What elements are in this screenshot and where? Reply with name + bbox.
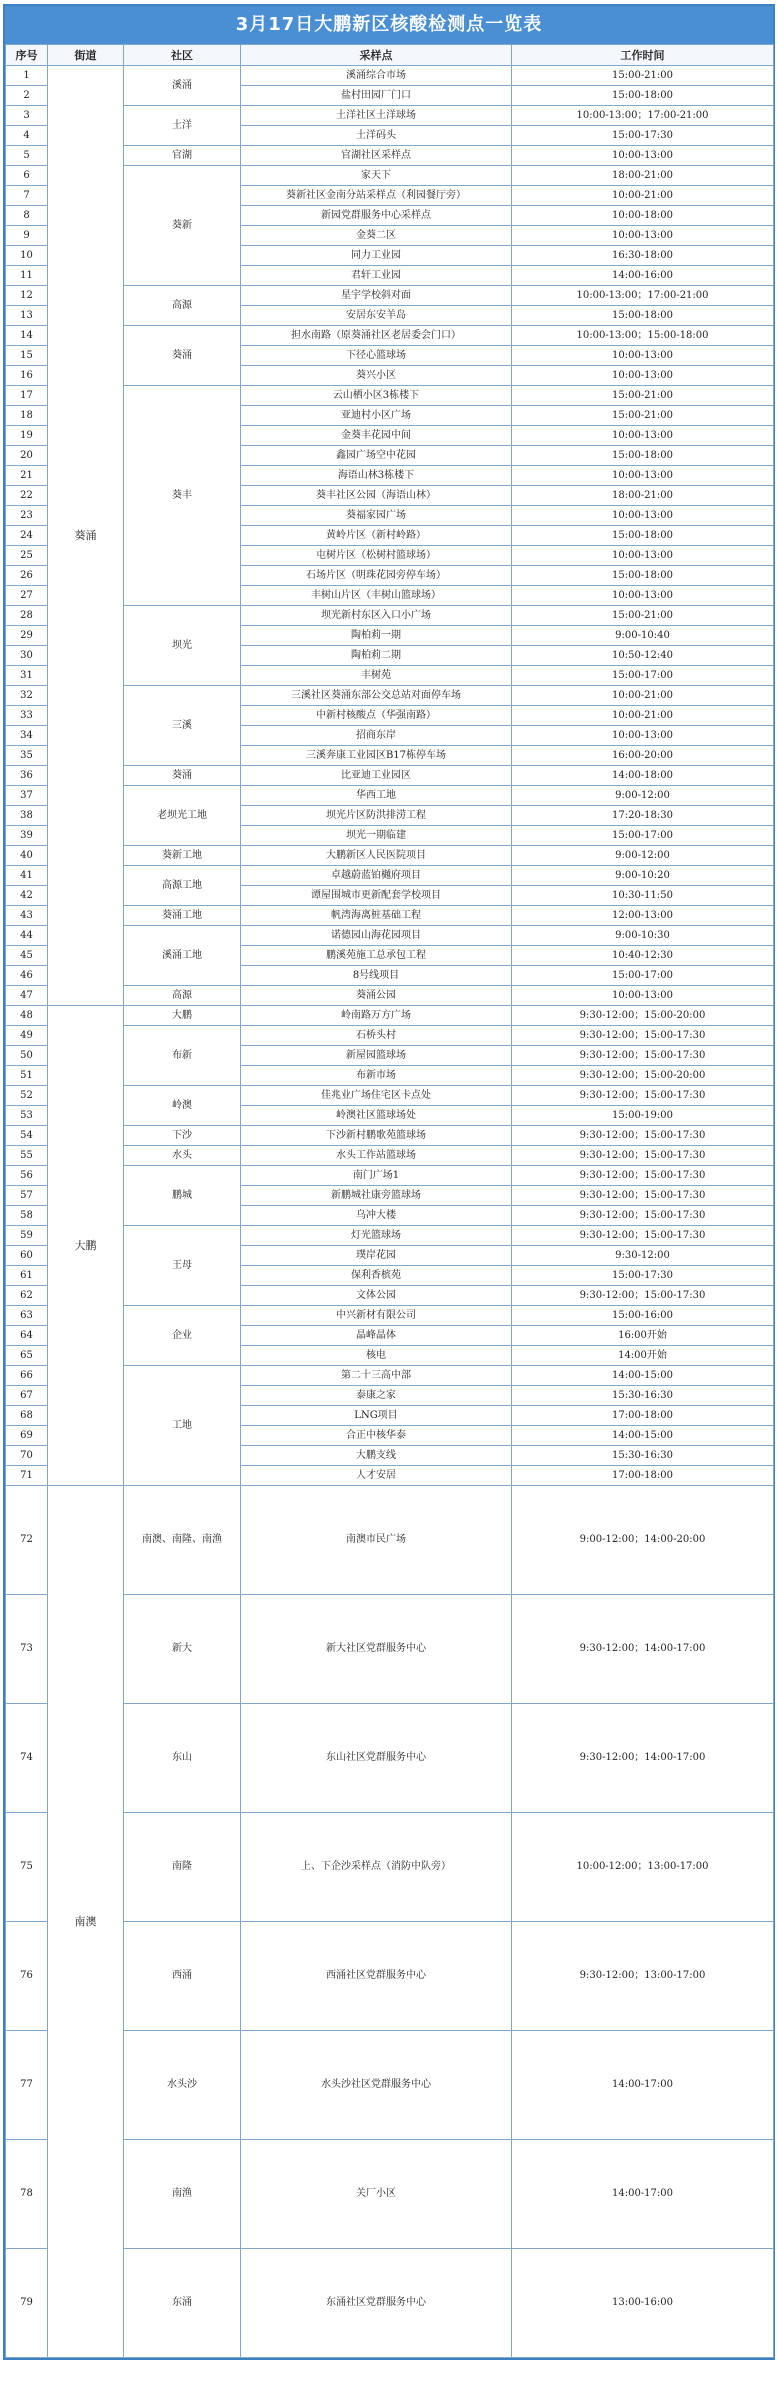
sampling-point: 土洋社区土洋球场 xyxy=(241,106,512,126)
working-hours: 10:00-21:00 xyxy=(512,706,774,726)
working-hours: 10:00-18:00 xyxy=(512,206,774,226)
row-number: 6 xyxy=(6,166,48,186)
row-number: 26 xyxy=(6,566,48,586)
row-number: 13 xyxy=(6,306,48,326)
row-number: 29 xyxy=(6,626,48,646)
community-cell: 坝光 xyxy=(124,606,241,686)
sampling-point: 帆湾海离桩基础工程 xyxy=(241,906,512,926)
row-number: 47 xyxy=(6,986,48,1006)
sampling-point: 水头工作站篮球场 xyxy=(241,1146,512,1166)
working-hours: 14:00-15:00 xyxy=(512,1366,774,1386)
working-hours: 9:30-12:00；14:00-17:00 xyxy=(512,1704,774,1813)
row-number: 60 xyxy=(6,1246,48,1266)
sampling-point: 金葵二区 xyxy=(241,226,512,246)
sampling-point: 文体公园 xyxy=(241,1286,512,1306)
header-row xyxy=(6,45,774,66)
row-number: 20 xyxy=(6,446,48,466)
row-number: 43 xyxy=(6,906,48,926)
working-hours: 18:00-21:00 xyxy=(512,166,774,186)
street-cell: 葵涌 xyxy=(48,66,124,1006)
header-community: 社区 xyxy=(124,45,241,66)
sampling-point: 南澳市民广场 xyxy=(241,1486,512,1595)
row-number: 51 xyxy=(6,1066,48,1086)
community-cell: 溪涌工地 xyxy=(124,926,241,986)
working-hours: 9:30-12:00；15:00-17:30 xyxy=(512,1086,774,1106)
working-hours: 14:00-18:00 xyxy=(512,766,774,786)
working-hours: 16:30-18:00 xyxy=(512,246,774,266)
working-hours: 10:00-13:00；17:00-21:00 xyxy=(512,286,774,306)
community-cell: 工地 xyxy=(124,1366,241,1486)
row-number: 67 xyxy=(6,1386,48,1406)
sampling-point: 核电 xyxy=(241,1346,512,1366)
row-number: 7 xyxy=(6,186,48,206)
sampling-point: 担水南路（原葵涌社区老居委会门口） xyxy=(241,326,512,346)
sampling-point: 西涌社区党群服务中心 xyxy=(241,1922,512,2031)
sampling-point: 陶柏莉一期 xyxy=(241,626,512,646)
community-cell: 葵新工地 xyxy=(124,846,241,866)
community-cell: 西涌 xyxy=(124,1922,241,2031)
sampling-point: 下径心篮球场 xyxy=(241,346,512,366)
sampling-point: 关厂小区 xyxy=(241,2140,512,2249)
working-hours: 9:30-12:00；15:00-17:30 xyxy=(512,1206,774,1226)
working-hours: 17:00-18:00 xyxy=(512,1466,774,1486)
row-number: 38 xyxy=(6,806,48,826)
working-hours: 15:00-18:00 xyxy=(512,446,774,466)
row-number: 56 xyxy=(6,1166,48,1186)
row-number: 9 xyxy=(6,226,48,246)
row-number: 61 xyxy=(6,1266,48,1286)
row-number: 2 xyxy=(6,86,48,106)
working-hours: 15:00-17:00 xyxy=(512,666,774,686)
row-number: 44 xyxy=(6,926,48,946)
sampling-point: 水头沙社区党群服务中心 xyxy=(241,2031,512,2140)
sampling-point: 中新村核酸点（华强南路） xyxy=(241,706,512,726)
working-hours: 15:00-19:00 xyxy=(512,1106,774,1126)
sampling-point: 灯光篮球场 xyxy=(241,1226,512,1246)
sampling-point: 诺德园山海花园项目 xyxy=(241,926,512,946)
header-number: 序号 xyxy=(6,45,48,66)
row-number: 8 xyxy=(6,206,48,226)
working-hours: 10:00-13:00 xyxy=(512,346,774,366)
working-hours: 10:00-13:00 xyxy=(512,426,774,446)
row-number: 34 xyxy=(6,726,48,746)
working-hours: 10:00-12:00；13:00-17:00 xyxy=(512,1813,774,1922)
working-hours: 14:00-16:00 xyxy=(512,266,774,286)
row-number: 23 xyxy=(6,506,48,526)
sampling-point: 土洋码头 xyxy=(241,126,512,146)
working-hours: 15:00-18:00 xyxy=(512,566,774,586)
row-number: 76 xyxy=(6,1922,48,2031)
row-number: 71 xyxy=(6,1466,48,1486)
working-hours: 10:00-13:00 xyxy=(512,546,774,566)
community-cell: 葵涌工地 xyxy=(124,906,241,926)
working-hours: 9:30-12:00；15:00-17:30 xyxy=(512,1046,774,1066)
community-cell: 葵涌 xyxy=(124,326,241,386)
sampling-point: 岭南路万方广场 xyxy=(241,1006,512,1026)
community-cell: 南隆 xyxy=(124,1813,241,1922)
sampling-point: 南门广场1 xyxy=(241,1166,512,1186)
community-cell: 水头沙 xyxy=(124,2031,241,2140)
sampling-point: 海语山林3栋楼下 xyxy=(241,466,512,486)
row-number: 27 xyxy=(6,586,48,606)
row-number: 42 xyxy=(6,886,48,906)
working-hours: 15:30-16:30 xyxy=(512,1386,774,1406)
community-cell: 官湖 xyxy=(124,146,241,166)
working-hours: 9:00-10:40 xyxy=(512,626,774,646)
working-hours: 9:30-12:00；15:00-20:00 xyxy=(512,1066,774,1086)
working-hours: 15:00-16:00 xyxy=(512,1306,774,1326)
working-hours: 17:20-18:30 xyxy=(512,806,774,826)
working-hours: 9:30-12:00；15:00-17:30 xyxy=(512,1186,774,1206)
sampling-point: 石桥头村 xyxy=(241,1026,512,1046)
row-number: 19 xyxy=(6,426,48,446)
sampling-point: 新鹏城社康旁篮球场 xyxy=(241,1186,512,1206)
community-cell: 老坝光工地 xyxy=(124,786,241,846)
row-number: 53 xyxy=(6,1106,48,1126)
row-number: 59 xyxy=(6,1226,48,1246)
sampling-point: 葵兴小区 xyxy=(241,366,512,386)
working-hours: 10:00-13:00 xyxy=(512,366,774,386)
row-number: 63 xyxy=(6,1306,48,1326)
working-hours: 10:00-21:00 xyxy=(512,186,774,206)
sampling-point: 中兴新材有限公司 xyxy=(241,1306,512,1326)
sampling-point: 佳兆业广场住宅区卡点处 xyxy=(241,1086,512,1106)
working-hours: 13:00-16:00 xyxy=(512,2249,774,2358)
row-number: 57 xyxy=(6,1186,48,1206)
sampling-point: 布新市场 xyxy=(241,1066,512,1086)
working-hours: 15:00-17:00 xyxy=(512,966,774,986)
sampling-point: 璞岸花园 xyxy=(241,1246,512,1266)
sampling-point: 晶峰晶体 xyxy=(241,1326,512,1346)
working-hours: 14:00-15:00 xyxy=(512,1426,774,1446)
sampling-point: 东涌社区党群服务中心 xyxy=(241,2249,512,2358)
row-number: 5 xyxy=(6,146,48,166)
sampling-point: 卓越蔚蓝铂樾府项目 xyxy=(241,866,512,886)
row-number: 66 xyxy=(6,1366,48,1386)
working-hours: 9:30-12:00；15:00-17:30 xyxy=(512,1146,774,1166)
sampling-point: 石场片区（明珠花园旁停车场） xyxy=(241,566,512,586)
row-number: 52 xyxy=(6,1086,48,1106)
working-hours: 10:00-13:00 xyxy=(512,226,774,246)
sampling-point: 人才安居 xyxy=(241,1466,512,1486)
sampling-point: 上、下企沙采样点（消防中队旁） xyxy=(241,1813,512,1922)
working-hours: 9:00-12:00 xyxy=(512,846,774,866)
row-number: 46 xyxy=(6,966,48,986)
sampling-point: 新大社区党群服务中心 xyxy=(241,1595,512,1704)
sampling-point: 黄岭片区（新村岭路） xyxy=(241,526,512,546)
row-number: 1 xyxy=(6,66,48,86)
sampling-point: 屯树片区（松树村篮球场） xyxy=(241,546,512,566)
row-number: 79 xyxy=(6,2249,48,2358)
sampling-point: 葵福家园广场 xyxy=(241,506,512,526)
street-cell: 南澳 xyxy=(48,1486,124,2358)
row-number: 12 xyxy=(6,286,48,306)
row-number: 33 xyxy=(6,706,48,726)
working-hours: 10:00-13:00 xyxy=(512,726,774,746)
row-number: 17 xyxy=(6,386,48,406)
sampling-point: 鑫园广场空中花园 xyxy=(241,446,512,466)
sampling-point: 新屋园篮球场 xyxy=(241,1046,512,1066)
working-hours: 15:00-21:00 xyxy=(512,406,774,426)
working-hours: 9:30-12:00；15:00-17:30 xyxy=(512,1126,774,1146)
row-number: 45 xyxy=(6,946,48,966)
sampling-point: 坝光新村东区入口小广场 xyxy=(241,606,512,626)
sampling-point: 盐村田园厂门口 xyxy=(241,86,512,106)
community-cell: 东涌 xyxy=(124,2249,241,2358)
working-hours: 10:00-13:00 xyxy=(512,586,774,606)
sampling-point: 坝光片区防洪排涝工程 xyxy=(241,806,512,826)
row-number: 72 xyxy=(6,1486,48,1595)
working-hours: 15:00-17:30 xyxy=(512,1266,774,1286)
testing-sites-table xyxy=(5,44,774,2358)
working-hours: 10:40-12:30 xyxy=(512,946,774,966)
sampling-point: 云山栖小区3栋楼下 xyxy=(241,386,512,406)
working-hours: 16:00开始 xyxy=(512,1326,774,1346)
working-hours: 10:00-13:00 xyxy=(512,146,774,166)
sampling-point: 葵丰社区公园（海语山林） xyxy=(241,486,512,506)
sampling-point: 华西工地 xyxy=(241,786,512,806)
working-hours: 9:30-12:00；15:00-17:30 xyxy=(512,1226,774,1246)
row-number: 3 xyxy=(6,106,48,126)
community-cell: 土洋 xyxy=(124,106,241,146)
header-street: 街道 xyxy=(48,45,124,66)
working-hours: 14:00-17:00 xyxy=(512,2140,774,2249)
row-number: 73 xyxy=(6,1595,48,1704)
working-hours: 9:30-12:00；15:00-17:30 xyxy=(512,1026,774,1046)
row-number: 64 xyxy=(6,1326,48,1346)
table-row xyxy=(6,1006,774,1026)
table-row xyxy=(6,1486,774,1595)
row-number: 78 xyxy=(6,2140,48,2249)
community-cell: 企业 xyxy=(124,1306,241,1366)
working-hours: 9:00-12:00 xyxy=(512,786,774,806)
sampling-point: 新园党群服务中心采样点 xyxy=(241,206,512,226)
community-cell: 新大 xyxy=(124,1595,241,1704)
row-number: 22 xyxy=(6,486,48,506)
working-hours: 15:00-21:00 xyxy=(512,66,774,86)
community-cell: 水头 xyxy=(124,1146,241,1166)
community-cell: 葵丰 xyxy=(124,386,241,606)
row-number: 36 xyxy=(6,766,48,786)
sampling-point: 星宇学校斜对面 xyxy=(241,286,512,306)
working-hours: 16:00-20:00 xyxy=(512,746,774,766)
community-cell: 布新 xyxy=(124,1026,241,1086)
working-hours: 9:00-12:00；14:00-20:00 xyxy=(512,1486,774,1595)
street-cell: 大鹏 xyxy=(48,1006,124,1486)
table-body xyxy=(6,66,774,2358)
row-number: 4 xyxy=(6,126,48,146)
working-hours: 15:00-21:00 xyxy=(512,606,774,626)
row-number: 11 xyxy=(6,266,48,286)
document-frame xyxy=(3,4,775,2360)
sampling-point: 丰树山片区（丰树山篮球场） xyxy=(241,586,512,606)
community-cell: 高源工地 xyxy=(124,866,241,906)
working-hours: 10:30-11:50 xyxy=(512,886,774,906)
sampling-point: 招商东岸 xyxy=(241,726,512,746)
sampling-point: 君轩工业园 xyxy=(241,266,512,286)
row-number: 15 xyxy=(6,346,48,366)
community-cell: 东山 xyxy=(124,1704,241,1813)
row-number: 21 xyxy=(6,466,48,486)
sampling-point: 官湖社区采样点 xyxy=(241,146,512,166)
sampling-point: 东山社区党群服务中心 xyxy=(241,1704,512,1813)
row-number: 32 xyxy=(6,686,48,706)
working-hours: 10:00-21:00 xyxy=(512,686,774,706)
working-hours: 9:00-10:20 xyxy=(512,866,774,886)
sampling-point: LNG项目 xyxy=(241,1406,512,1426)
sampling-point: 安居东安羊岛 xyxy=(241,306,512,326)
row-number: 55 xyxy=(6,1146,48,1166)
sampling-point: 家天下 xyxy=(241,166,512,186)
row-number: 75 xyxy=(6,1813,48,1922)
row-number: 58 xyxy=(6,1206,48,1226)
sampling-point: 第二十三高中部 xyxy=(241,1366,512,1386)
sampling-point: 比亚迪工业园区 xyxy=(241,766,512,786)
sampling-point: 合正中核华泰 xyxy=(241,1426,512,1446)
row-number: 16 xyxy=(6,366,48,386)
sampling-point: 大鹏新区人民医院项目 xyxy=(241,846,512,866)
row-number: 10 xyxy=(6,246,48,266)
working-hours: 9:30-12:00；15:00-17:30 xyxy=(512,1286,774,1306)
working-hours: 9:30-12:00；14:00-17:00 xyxy=(512,1595,774,1704)
working-hours: 15:00-17:30 xyxy=(512,126,774,146)
row-number: 30 xyxy=(6,646,48,666)
row-number: 25 xyxy=(6,546,48,566)
community-cell: 南澳、南隆、南渔 xyxy=(124,1486,241,1595)
working-hours: 18:00-21:00 xyxy=(512,486,774,506)
table-header xyxy=(6,45,774,66)
working-hours: 10:00-13:00；15:00-18:00 xyxy=(512,326,774,346)
community-cell: 王母 xyxy=(124,1226,241,1306)
working-hours: 14:00-17:00 xyxy=(512,2031,774,2140)
row-number: 41 xyxy=(6,866,48,886)
working-hours: 10:00-13:00 xyxy=(512,986,774,1006)
community-cell: 葵新 xyxy=(124,166,241,286)
row-number: 28 xyxy=(6,606,48,626)
sampling-point: 鹏溪苑施工总承包工程 xyxy=(241,946,512,966)
working-hours: 9:30-12:00；13:00-17:00 xyxy=(512,1922,774,2031)
sampling-point: 下沙新村鹏歌苑篮球场 xyxy=(241,1126,512,1146)
row-number: 24 xyxy=(6,526,48,546)
sampling-point: 大鹏支线 xyxy=(241,1446,512,1466)
row-number: 54 xyxy=(6,1126,48,1146)
working-hours: 15:00-21:00 xyxy=(512,386,774,406)
row-number: 62 xyxy=(6,1286,48,1306)
sampling-point: 谭屋围城市更新配套学校项目 xyxy=(241,886,512,906)
sampling-point: 溪涌综合市场 xyxy=(241,66,512,86)
header-sampling-point: 采样点 xyxy=(241,45,512,66)
row-number: 18 xyxy=(6,406,48,426)
community-cell: 下沙 xyxy=(124,1126,241,1146)
working-hours: 15:00-18:00 xyxy=(512,86,774,106)
row-number: 40 xyxy=(6,846,48,866)
sampling-point: 亚迪村小区广场 xyxy=(241,406,512,426)
row-number: 14 xyxy=(6,326,48,346)
working-hours: 10:00-13:00；17:00-21:00 xyxy=(512,106,774,126)
sampling-point: 岭澳社区篮球场处 xyxy=(241,1106,512,1126)
table-row xyxy=(6,66,774,86)
working-hours: 14:00开始 xyxy=(512,1346,774,1366)
working-hours: 9:30-12:00 xyxy=(512,1246,774,1266)
community-cell: 溪涌 xyxy=(124,66,241,106)
working-hours: 15:30-16:30 xyxy=(512,1446,774,1466)
sampling-point: 保利香槟苑 xyxy=(241,1266,512,1286)
working-hours: 9:30-12:00；15:00-17:30 xyxy=(512,1166,774,1186)
sampling-point: 8号线项目 xyxy=(241,966,512,986)
working-hours: 17:00-18:00 xyxy=(512,1406,774,1426)
sampling-point: 同力工业园 xyxy=(241,246,512,266)
sampling-point: 丰树苑 xyxy=(241,666,512,686)
community-cell: 三溪 xyxy=(124,686,241,766)
community-cell: 岭澳 xyxy=(124,1086,241,1126)
row-number: 77 xyxy=(6,2031,48,2140)
header-working-hours: 工作时间 xyxy=(512,45,774,66)
sampling-point: 乌冲大楼 xyxy=(241,1206,512,1226)
community-cell: 葵涌 xyxy=(124,766,241,786)
sampling-point: 三溪奔康工业园区B17栋停车场 xyxy=(241,746,512,766)
working-hours: 15:00-17:00 xyxy=(512,826,774,846)
working-hours: 10:00-13:00 xyxy=(512,506,774,526)
sampling-point: 葵涌公园 xyxy=(241,986,512,1006)
row-number: 68 xyxy=(6,1406,48,1426)
community-cell: 大鹏 xyxy=(124,1006,241,1026)
page-title: 3月17日大鹏新区核酸检测点一览表 xyxy=(5,6,773,44)
working-hours: 9:00-10:30 xyxy=(512,926,774,946)
row-number: 50 xyxy=(6,1046,48,1066)
row-number: 70 xyxy=(6,1446,48,1466)
working-hours: 9:30-12:00；15:00-20:00 xyxy=(512,1006,774,1026)
row-number: 31 xyxy=(6,666,48,686)
sampling-point: 泰康之家 xyxy=(241,1386,512,1406)
row-number: 48 xyxy=(6,1006,48,1026)
working-hours: 12:00-13:00 xyxy=(512,906,774,926)
community-cell: 高源 xyxy=(124,986,241,1006)
row-number: 37 xyxy=(6,786,48,806)
working-hours: 15:00-18:00 xyxy=(512,306,774,326)
sampling-point: 葵新社区金南分站采样点（利园餐厅旁） xyxy=(241,186,512,206)
working-hours: 15:00-18:00 xyxy=(512,526,774,546)
working-hours: 10:50-12:40 xyxy=(512,646,774,666)
community-cell: 鹏城 xyxy=(124,1166,241,1226)
sampling-point: 金葵丰花园中间 xyxy=(241,426,512,446)
sampling-point: 坝光一期临建 xyxy=(241,826,512,846)
row-number: 39 xyxy=(6,826,48,846)
working-hours: 10:00-13:00 xyxy=(512,466,774,486)
row-number: 35 xyxy=(6,746,48,766)
sampling-point: 三溪社区葵涌东部公交总站对面停车场 xyxy=(241,686,512,706)
community-cell: 高源 xyxy=(124,286,241,326)
row-number: 65 xyxy=(6,1346,48,1366)
row-number: 49 xyxy=(6,1026,48,1046)
sampling-point: 陶柏莉二期 xyxy=(241,646,512,666)
row-number: 74 xyxy=(6,1704,48,1813)
community-cell: 南渔 xyxy=(124,2140,241,2249)
row-number: 69 xyxy=(6,1426,48,1446)
